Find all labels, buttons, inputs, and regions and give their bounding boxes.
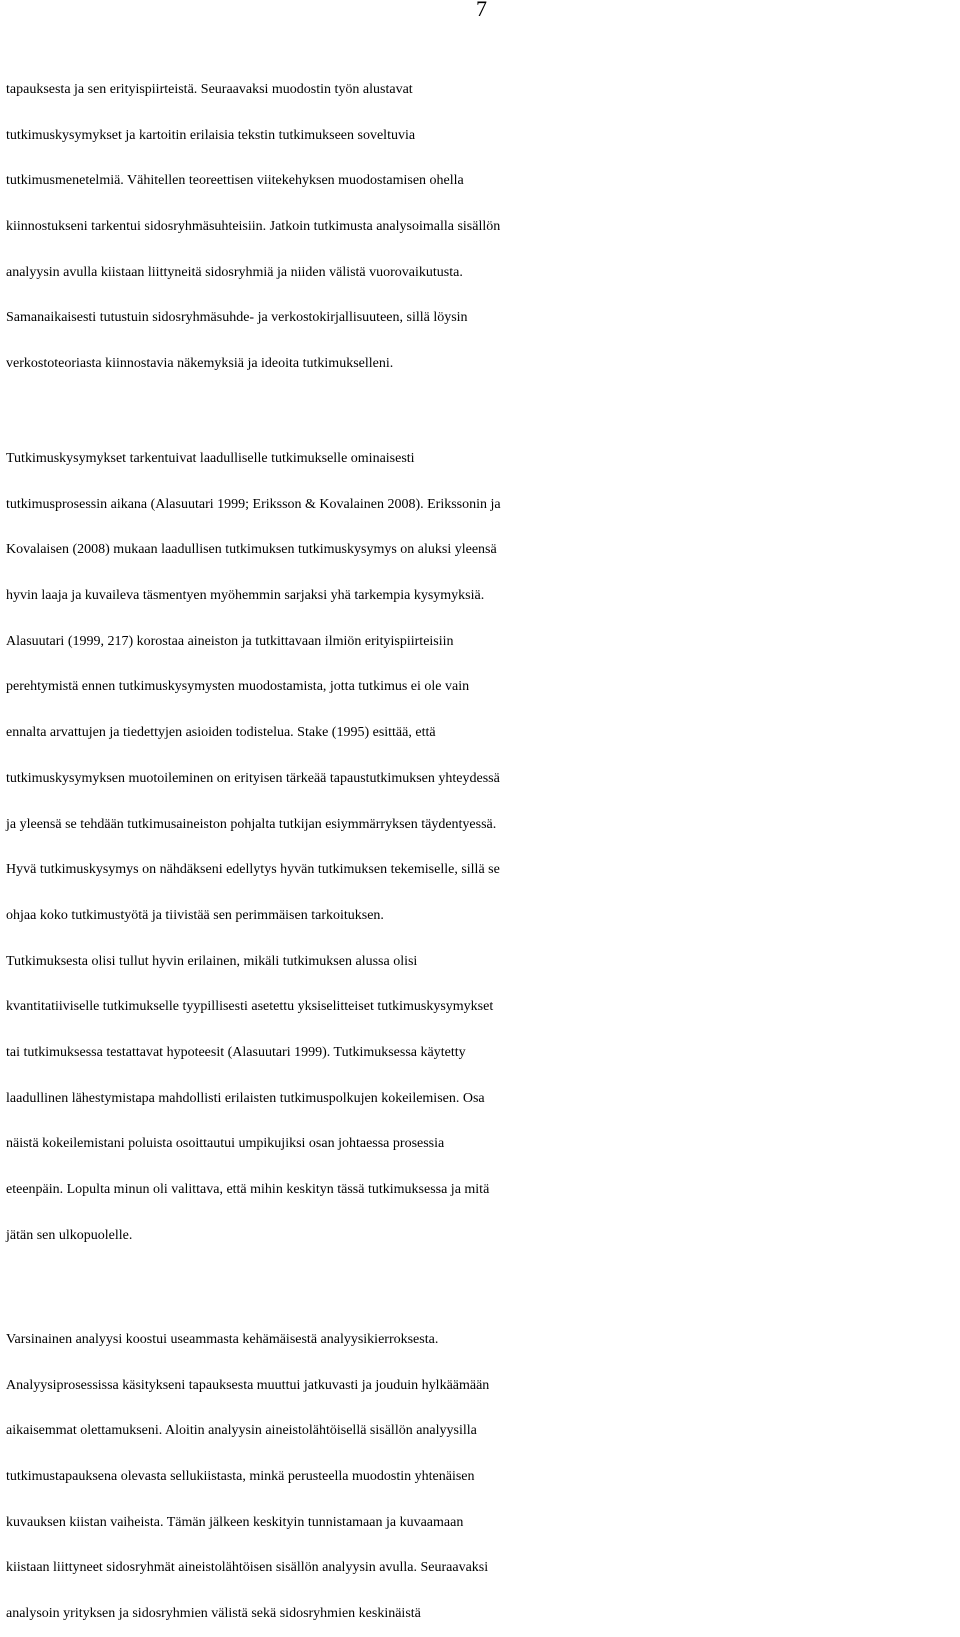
text-line: Hyvä tutkimuskysymys on nähdäkseni edellytys hyvän tutkimuksen tekemiselle, sillä se [6,862,500,878]
text-line: Samanaikaisesti tutustuin sidosryhmäsuhde- ja verkostokirjallisuuteen, sillä löysin [6,310,468,326]
text-line: jätän sen ulkopuolelle. [6,1227,133,1243]
text-line: tutkimuskysymyksen muotoileminen on erityisen tärkeää tapaustutkimuksen yhteydessä [6,770,500,786]
text-line: analyysin avulla kiistaan liittyneitä sidosryhmiä ja niiden välistä vuorovaikutusta. [6,264,463,280]
text-line: kiinnostukseni tarkentui sidosryhmäsuhteisiin. Jatkoin tutkimusta analysoimalla sisällön [6,219,501,235]
text-line: tapauksesta ja sen erityispiirteistä. Seuraavaksi muodostin työn alustavat [6,82,413,97]
text-line: tai tutkimuksessa testattavat hypoteesit (Alasuutari 1999). Tutkimuksessa käytetty [6,1044,466,1060]
text-line: kvantitatiiviselle tutkimukselle tyypillisesti asetettu yksiselitteiset tutkimuskysymykset [6,999,494,1015]
text-line: tutkimustapauksena olevasta sellukiistasta, minkä perusteella muodostin yhtenäisen [6,1469,475,1485]
text-line: Kovalaisen (2008) mukaan laadullisen tutkimuksen tutkimuskysymys on aluksi yleensä [6,542,497,558]
text-line: ohjaa koko tutkimustyötä ja tiivistää sen perimmäisen tarkoituksen. [6,907,384,923]
text-line: laadullinen lähestymistapa mahdollisti erilaisten tutkimuspolkujen kokeilemisen. Osa [6,1090,485,1106]
paragraph-3 [6,1317,956,1637]
text-line: näistä kokeilemistani poluista osoittautui umpikujiksi osan johtaessa prosessia [6,1136,445,1152]
text-line: eteenpäin. Lopulta minun oli valittava, että mihin keskityn tässä tutkimuksessa ja mitä [6,1182,490,1197]
text-line: aikaisemmat olettamukseni. Aloitin analyysin aineistolähtöisellä sisällön analyysilla [6,1423,477,1439]
text-line: tutkimuskysymykset ja kartoitin erilaisia tekstin tutkimukseen soveltuvia [6,127,416,143]
text-line: verkostoteoriasta kiinnostavia näkemyksiä ja ideoita tutkimukselleni. [6,356,394,372]
text-line: ja yleensä se tehdään tutkimusaineiston pohjalta tutkijan esiymmärryksen täydentyessä. [6,816,497,832]
text-line: tutkimusmenetelmiä. Vähitellen teoreettisen viitekehyksen muodostamisen ohella [6,173,464,189]
page-number: 7 [476,0,487,21]
text-line: kuvauksen kiistan vaiheista. Tämän jälkeen keskityin tunnistamaan ja kuvaamaan [6,1514,464,1530]
text-line: Alasuutari (1999, 217) korostaa aineiston ja tutkittavaan ilmiön erityispiirteisiin [6,633,454,649]
text-line: ennalta arvattujen ja tiedettyjen asioiden todistelua. Stake (1995) esittää, että [6,725,436,741]
text-line: Analyysiprosessissa käsitykseni tapauksesta muuttui jatkuvasti ja jouduin hylkäämään [6,1377,490,1393]
text-line: analysoin yrityksen ja sidosryhmien välistä sekä sidosryhmien keskinäistä [6,1606,421,1622]
paragraph-2 [6,436,956,1258]
text-line: Tutkimuksesta olisi tullut hyvin erilainen, mikäli tutkimuksen alussa olisi [6,953,418,969]
text-line: hyvin laaja ja kuvaileva täsmentyen myöhemmin sarjaksi yhä tarkempia kysymyksiä. [6,588,485,604]
text-line: kiistaan liittyneet sidosryhmät aineistolähtöisen sisällön analyysin avulla. Seuraavaksi [6,1560,489,1576]
text-line: Tutkimuskysymykset tarkentuivat laadulliselle tutkimukselle ominaisesti [6,451,415,466]
paragraph-1 [6,67,956,387]
text-line: perehtymistä ennen tutkimuskysymysten muodostamista, jotta tutkimus ei ole vain [6,679,470,695]
text-line: tutkimusprosessin aikana (Alasuutari 1999; Eriksson & Kovalainen 2008). Erikssonin ja [6,496,501,512]
text-line: Varsinainen analyysi koostui useammasta kehämäisestä analyysikierroksesta. [6,1332,439,1347]
